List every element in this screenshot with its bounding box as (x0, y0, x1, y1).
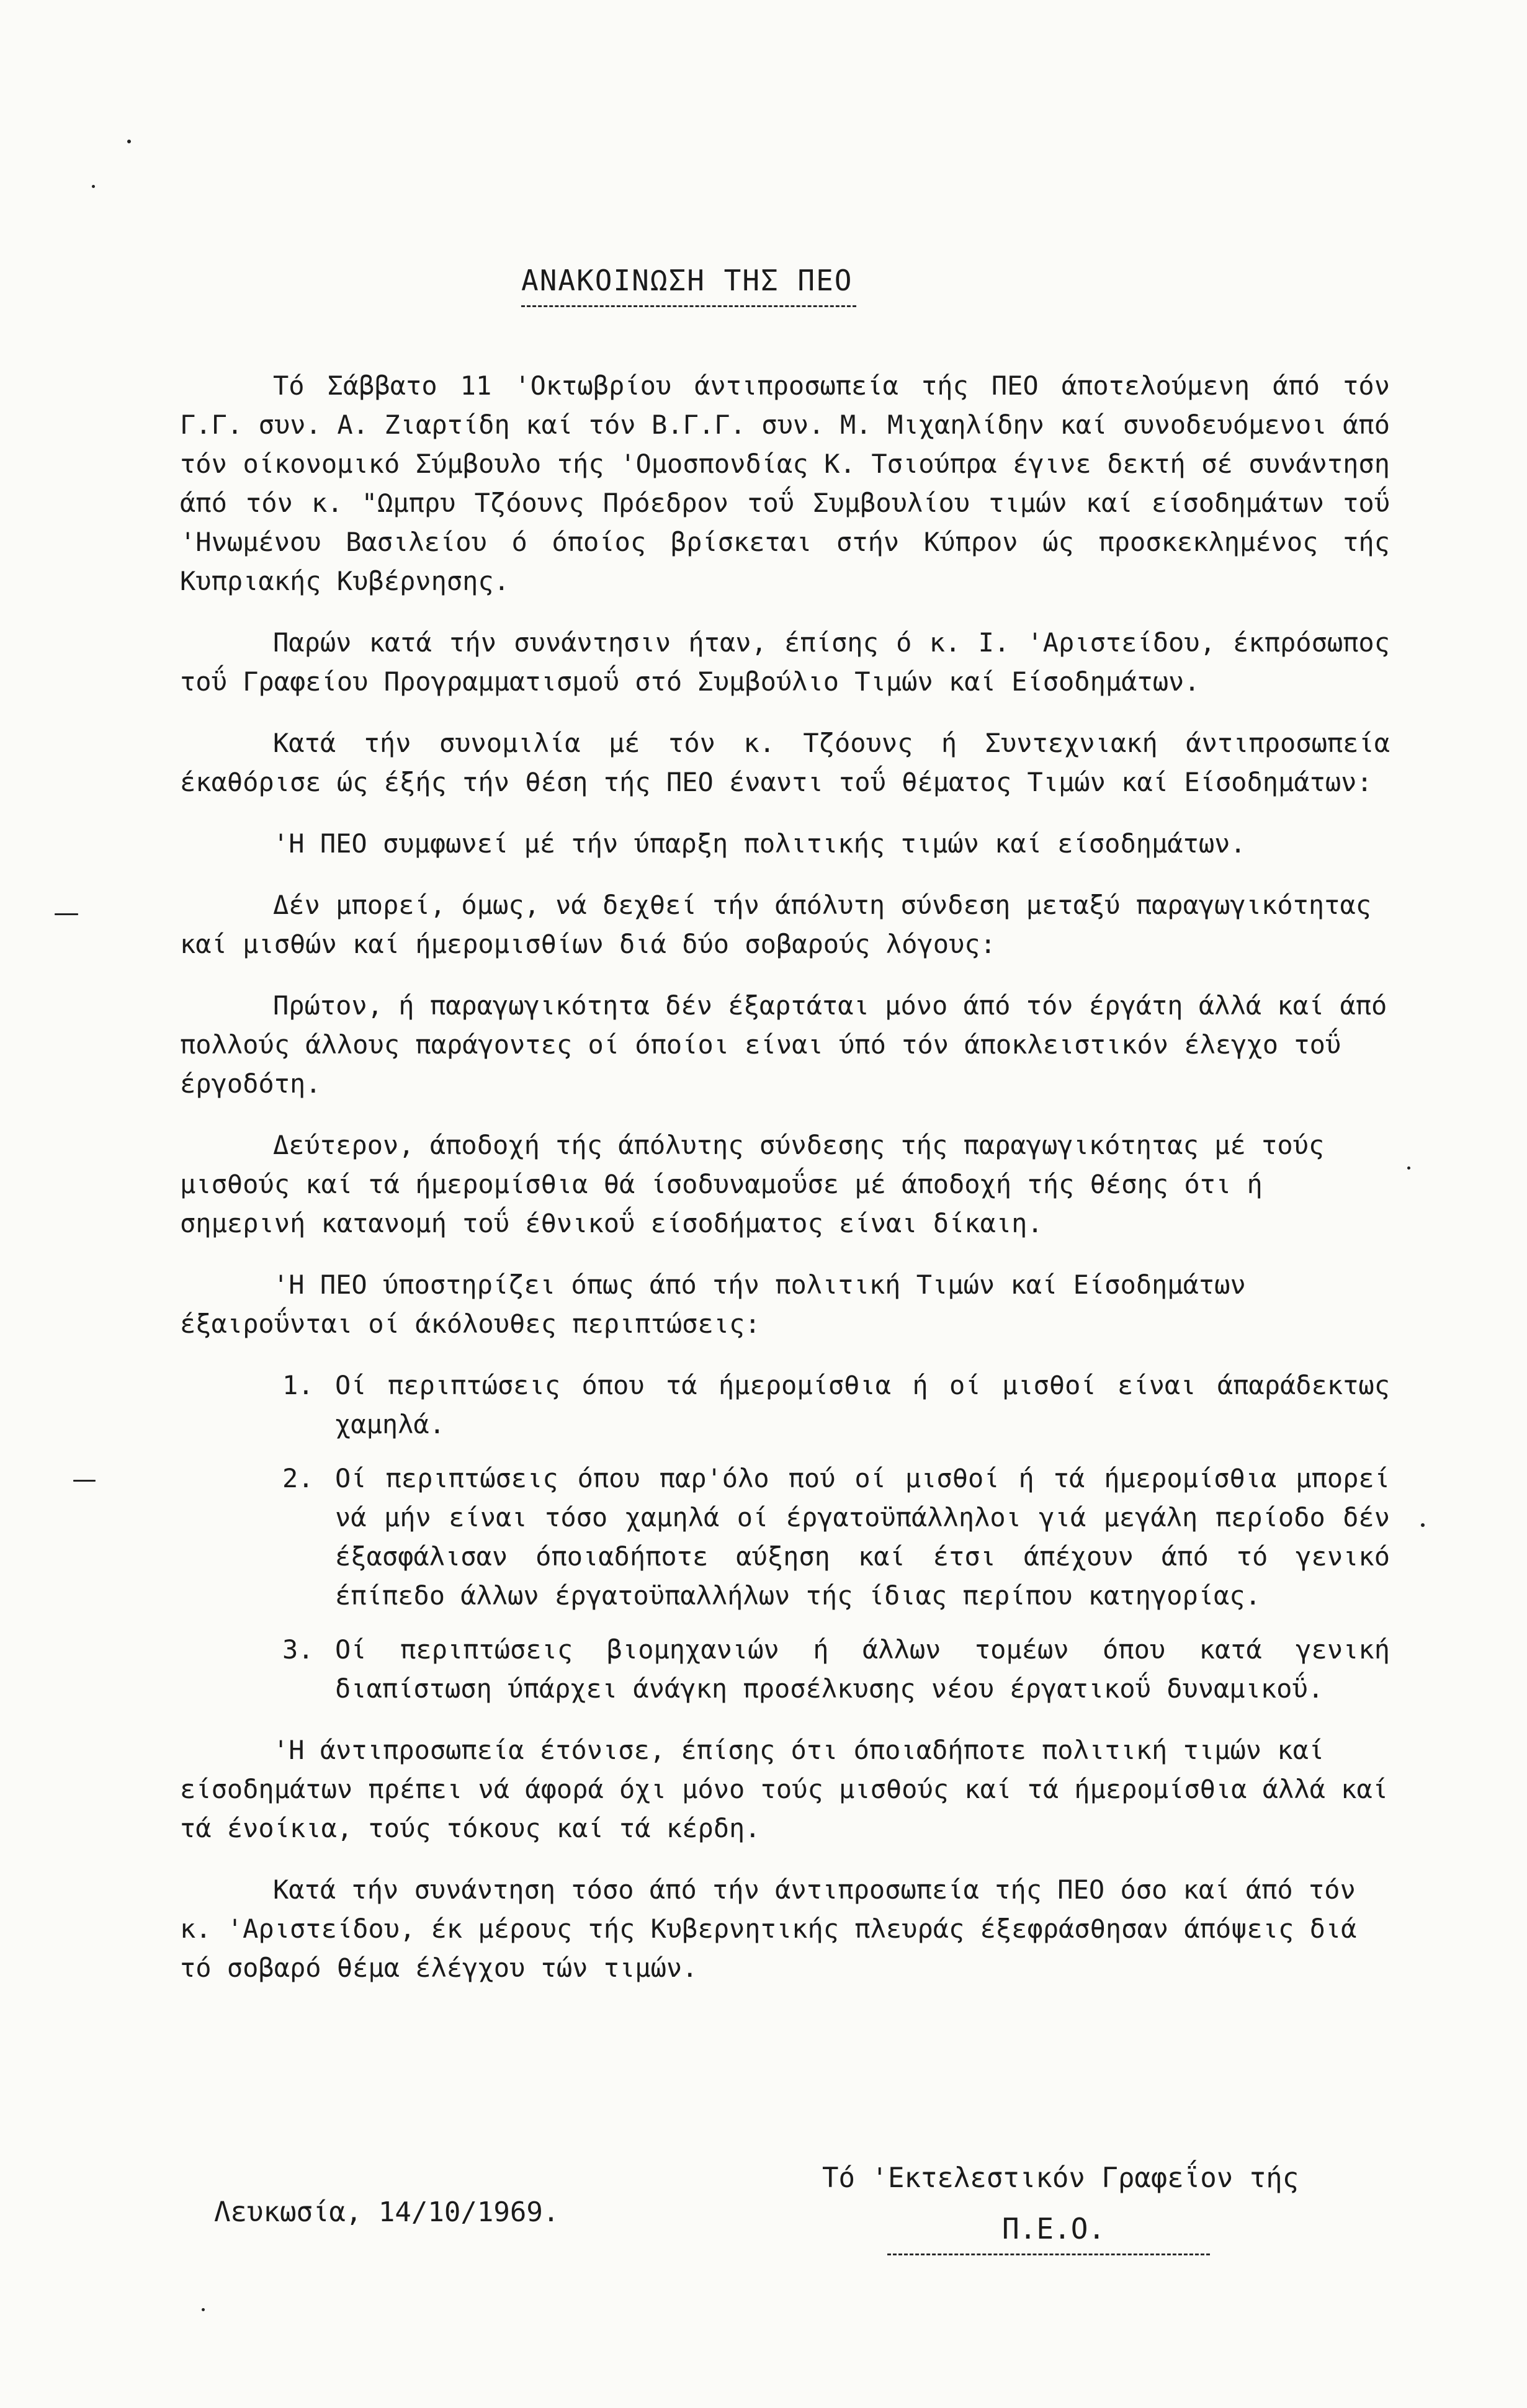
paragraph-second-reason: Δεύτερον, άποδοχή τής άπόλυτης σύνδεσης τής παραγωγικότητας μέ τούς μισθούς καί τά ήμερομίσθια θά ίσοδυναμοΰσε μέ άποδοχή τής θέσης ότι ή σημερινή κατανομή τοΰ έθνικοΰ είσοδήματος είναι δίκαιη. (180, 1130, 1325, 1238)
paragraph-conclusion: Κατά τήν συνάντηση τόσο άπό τήν άντιπροσωπεία τής ΠΕΟ όσο καί άπό τόν κ. 'Αριστείδου, έκ μέρους τής Κυβερνητικής πλευράς έξεφράσθησαν άπόψεις διά τό σοβαρό θέμα έλέγχου τών τιμών. (180, 1874, 1357, 1983)
scan-mark (55, 913, 78, 915)
list-item-number: 1. (282, 1370, 314, 1400)
list-item-number: 2. (282, 1463, 314, 1493)
signature-organization: Π.Ε.Ο. (1002, 2212, 1106, 2245)
scan-speck (127, 140, 131, 143)
paragraph-first-reason: Πρώτον, ή παραγωγικότητα δέν έξαρτάται μόνο άπό τόν έργάτη άλλά καί άπό πολλούς άλλους παράγοντες οί όποίοι είναι ύπό τόν άποκλειστικόν έλεγχο τοΰ έργοδότη. (180, 990, 1387, 1099)
paragraph-emphasis: 'Η άντιπροσωπεία έτόνισε, έπίσης ότι όποιαδήποτε πολιτική τιμών καί είσοδημάτων πρέπει νά άφορά όχι μόνο τούς μισθούς καί τά ήμερομίσθια άλλά καί τά ένοίκια, τούς τόκους καί τά κέρδη. (180, 1735, 1389, 1843)
paragraph-exceptions-intro: 'Η ΠΕΟ ύποστηρίζει όπως άπό τήν πολιτική Τιμών καί Είσοδημάτων έξαιροΰνται οί άκόλουθες περιπτώσεις: (180, 1269, 1246, 1339)
scan-speck (202, 2308, 205, 2311)
scan-mark (73, 1480, 96, 1482)
signature-underline (887, 2254, 1210, 2255)
list-item (180, 1366, 1390, 1444)
signature-line: Τό 'Εκτελεστικόν Γραφεΐον τής (822, 2162, 1299, 2194)
exceptions-list (180, 1366, 1390, 1708)
paragraph-position-intro: Κατά τήν συνομιλία μέ τόν κ. Τζόουνς ή Συντεχνιακή άντιπροσωπεία έκαθόρισε ώς έξής τήν θέση τής ΠΕΟ έναντι τοΰ θέματος Τιμών καί Είσοδημάτων: (180, 728, 1390, 797)
paragraph-attendance: Παρών κατά τήν συνάντησιν ήταν, έπίσης ό κ. Ι. 'Αριστείδου, έκπρόσωπος τοΰ Γραφείου Προγραμματισμοΰ στό Συμβούλιο Τιμών καί Είσοδημάτων. (180, 627, 1390, 697)
document-body (180, 366, 1390, 1987)
list-item-text: Οί περιπτώσεις όπου παρ'όλο πού οί μισθοί ή τά ήμερομίσθια μπορεί νά μήν είναι τόσο χαμηλά οί έργατοϋπάλληλοι γιά μεγάλη περίοδο δέν έξασφάλισαν όποιαδήποτε αύξηση καί έτσι άπέχουν άπό τό γενικό έπίπεδο άλλων έργατοϋπαλλήλων τής ίδιας περίπου κατηγορίας. (335, 1463, 1390, 1611)
list-item-text: Οί περιπτώσεις όπου τά ήμερομίσθια ή οί μισθοί είναι άπαράδεκτως χαμηλά. (335, 1370, 1390, 1439)
list-item-text: Οί περιπτώσεις βιομηχανιών ή άλλων τομέων όπου κατά γενική διαπίστωση ύπάρχει άνάγκη προσέλκυσης νέου έργατικοΰ δυναμικοΰ. (335, 1634, 1390, 1704)
scan-speck (92, 185, 95, 188)
date-line: Λευκωσία, 14/10/1969. (214, 2196, 560, 2228)
scan-speck (1407, 1166, 1410, 1170)
list-item-number: 3. (282, 1634, 314, 1665)
title-underline (521, 305, 856, 307)
scan-speck (1421, 1523, 1425, 1527)
list-item (180, 1630, 1390, 1708)
paragraph-delegation: Τό Σάββατο 11 'Οκτωβρίου άντιπροσωπεία τής ΠΕΟ άποτελούμενη άπό τόν Γ.Γ. συν. Α. Ζιαρτίδη καί τόν Β.Γ.Γ. συν. Μ. Μιχαηλίδην καί συνοδευόμενοι άπό τόν οίκονομικό Σύμβουλο τής 'Ομοσπονδίας Κ. Τσιούπρα έγινε δεκτή σέ συνάντηση άπό τόν κ. "Ωμπρυ Τζόουνς Πρόεδρον τοΰ Συμβουλίου τιμών καί είσοδημάτων τοΰ 'Ηνωμένου Βασιλείου ό όποίος βρίσκεται στήν Κύπρον ώς προσκεκλημένος τής Κυπριακής Κυβέρνησης. (180, 370, 1390, 596)
document-title: ΑΝΑΚΟΙΝΩΣΗ ΤΗΣ ΠΕΟ (521, 264, 853, 297)
paragraph-agreement: 'Η ΠΕΟ συμφωνεί μέ τήν ύπαρξη πολιτικής τιμών καί είσοδημάτων. (273, 828, 1246, 859)
paragraph-objection: Δέν μπορεί, όμως, νά δεχθεί τήν άπόλυτη σύνδεση μεταξύ παραγωγικότητας καί μισθών καί ήμερομισθίων διά δύο σοβαρούς λόγους: (180, 890, 1372, 959)
list-item (180, 1459, 1390, 1615)
